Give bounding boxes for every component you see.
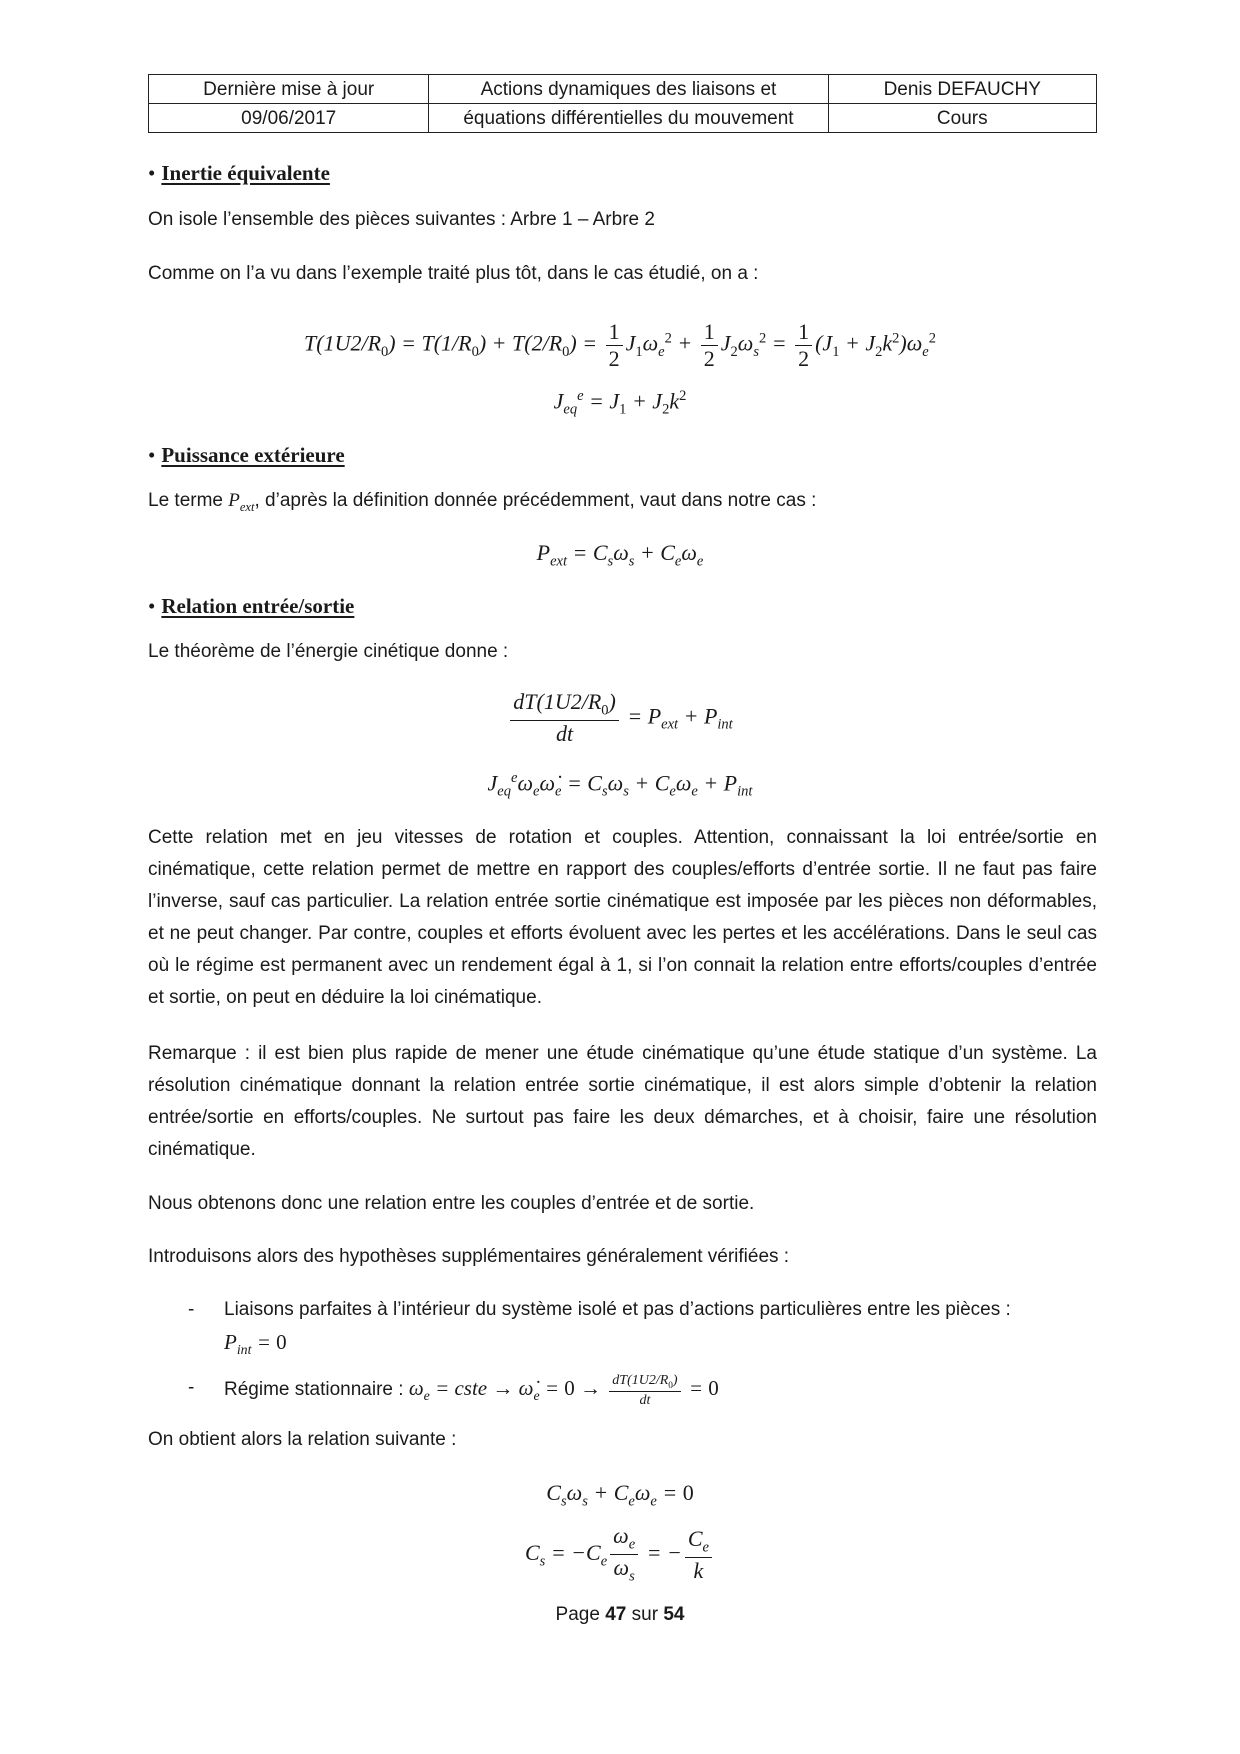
paragraph: Introduisons alors des hypothèses supplémentaires généralement vérifiées :: [148, 1246, 790, 1267]
update-date: 09/06/2017: [149, 104, 429, 133]
section-title: Inertie équivalente: [161, 161, 330, 185]
doc-title-line2: équations différentielles du mouvement: [429, 104, 828, 133]
hypotheses-list: [148, 1294, 1097, 1412]
section-title: Puissance extérieure: [161, 443, 345, 467]
last-update-label: Dernière mise à jour: [149, 75, 429, 104]
doc-type: Cours: [828, 104, 1097, 133]
paragraph: Le terme $P_{ext}$, d’après la définition donnée précédemment, vaut dans notre cas :: [148, 490, 817, 514]
equation-energy-expanded: $J_{eq}^e\omega_e\omegȧ_e = C_s\omega_s + C_e\omega_e + P_{int}$: [487, 770, 753, 800]
paragraph: Nous obtenons donc une relation entre les couples d’entrée et de sortie.: [148, 1193, 755, 1214]
total-pages: 54: [663, 1604, 685, 1625]
paragraph-remark: Remarque : il est bien plus rapide de mener une étude cinématique qu’une étude statique d’un système. La résolution cinématique donnant la relation entrée sortie cinématique, il est alors simple d’obtenir la relation entrée/sortie en efforts/couples. Ne surtout pas faire les deux démarches, et à choisir, faire une résolution cinématique.: [148, 1043, 1097, 1160]
list-item: - Liaisons parfaites à l’intérieur du système isolé et pas d’actions particulières entre les pièces : $P_{int} = 0$: [188, 1299, 1011, 1358]
bullet-icon: •: [148, 594, 156, 618]
paragraph: Le théorème de l’énergie cinétique donne :: [148, 641, 509, 662]
section-heading-io-relation: [148, 594, 354, 619]
bullet-icon: •: [148, 443, 156, 467]
equation-torque-balance: $C_s\omega_s + C_e\omega_e = 0$: [546, 1480, 694, 1510]
bullet-icon: •: [148, 161, 156, 185]
equation-equivalent-inertia: $J_{eq}^e = J_1 + J_2k^2$: [553, 388, 687, 418]
equation-kinetic-energy: $T(1U2/R_0) = T(1/R_0) + T(2/R_0)$ = $\frac{1}{2}$ $J_1\omega_e^2$ + $\frac{1}{2}$ $J_2\omega_s^2$ = $\frac{1}{2}$ $(J_1 + J_2k^2)\omega_e^2$: [304, 319, 936, 372]
list-item: - Régime stationnaire : $\omega_e$ = cste → $\omegȧ_e = 0$ → $\frac{dT(1U2/R_0)}{dt}$ = 0: [188, 1372, 719, 1408]
page-footer: [0, 1604, 1240, 1626]
equation-energy-theorem: $\frac{dT(1U2/R_0)}{dt}$ = $P_{ext} + P_{int}$: [0, 690, 1240, 747]
page-number: 47: [605, 1604, 627, 1625]
equation-output-torque: $C_s = -C_e$ $\frac{\omega_e}{\omega_s}$ = − $\frac{C_e}{k}$: [0, 1524, 1240, 1586]
paragraph: On obtient alors la relation suivante :: [148, 1429, 457, 1450]
paragraph: Comme on l’a vu dans l’exemple traité plus tôt, dans le cas étudié, on a :: [148, 263, 759, 284]
section-heading-external-power: [148, 443, 345, 468]
header-table: [148, 74, 1097, 133]
of-label: sur: [631, 1604, 659, 1625]
page-label: Page: [555, 1604, 600, 1625]
paragraph: On isole l’ensemble des pièces suivantes : Arbre 1 – Arbre 2: [148, 209, 655, 230]
section-title: Relation entrée/sortie: [161, 594, 355, 618]
author-name: Denis DEFAUCHY: [828, 75, 1097, 104]
section-heading-inertia: [148, 161, 330, 186]
equation-external-power: $P_{ext} = C_s\omega_s + C_e\omega_e$: [536, 540, 704, 570]
paragraph: Cette relation met en jeu vitesses de rotation et couples. Attention, connaissant la loi entrée/sortie en cinématique, cette relation permet de mettre en rapport des couples/efforts d’entrée sortie. Il ne faut pas faire l’inverse, sauf cas particulier. La relation entrée sortie cinématique est imposée par les pièces non déformables, et ne peut changer. Par contre, couples et efforts évoluent avec les pertes et les accélérations. Dans le seul cas où le régime est permanent avec un rendement égal à 1, si l’on connait la relation entre efforts/couples d’entrée et sortie, on peut en déduire la loi cinématique.: [148, 827, 1097, 1008]
doc-title-line1: Actions dynamiques des liaisons et: [429, 75, 828, 104]
